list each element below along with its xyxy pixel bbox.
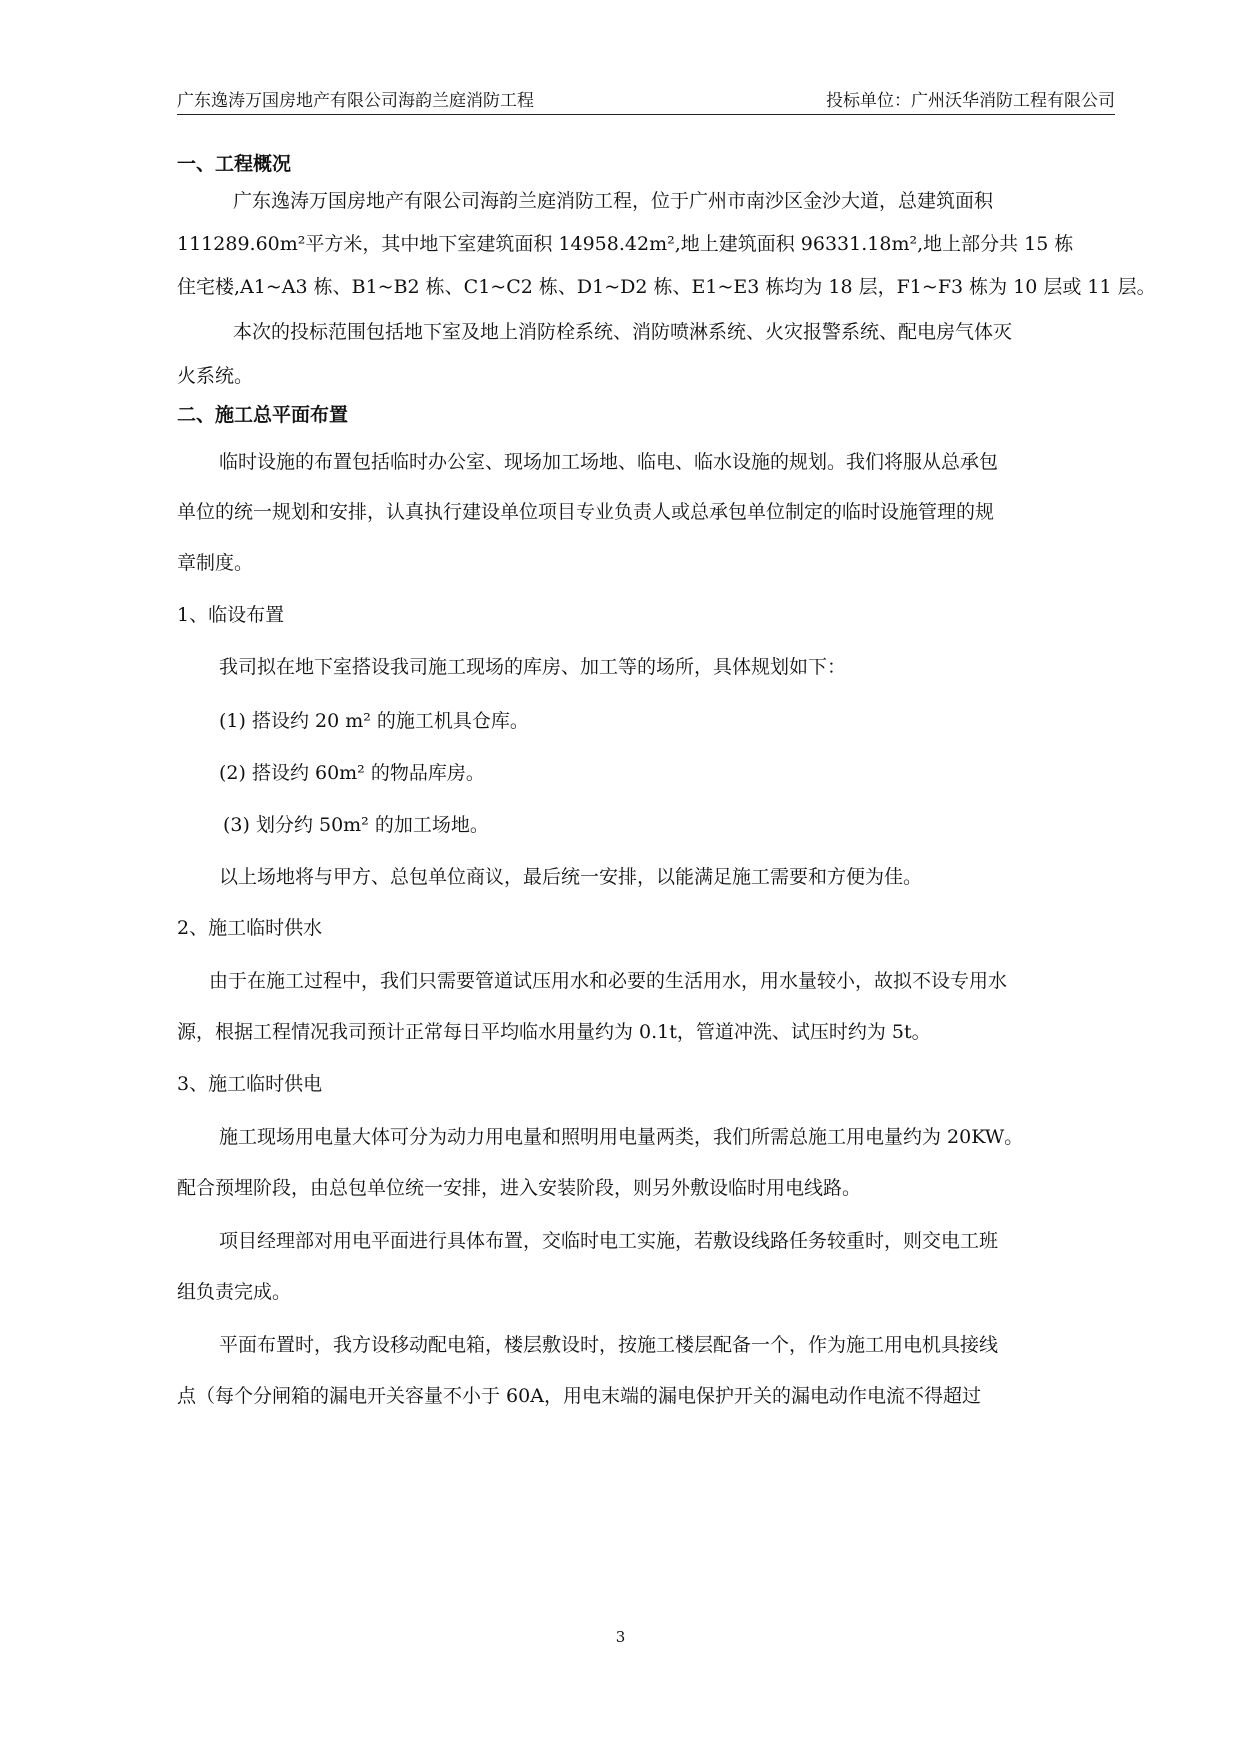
power-paragraph-line: 平面布置时，我方设移动配电箱，楼层敷设时，按施工楼层配备一个，作为施工用电机具接线 [219,1334,999,1356]
page-header [177,88,1115,115]
header-project-name: 广东逸涛万国房地产有限公司海韵兰庭消防工程 [177,91,534,111]
layout-paragraph-line: 章制度。 [177,552,254,574]
layout-paragraph-line: 单位的统一规划和安排，认真执行建设单位项目专业负责人或总承包单位制定的临时设施管理的规 [177,501,995,523]
facility-item-3: (3) 划分约 50m² 的加工场地。 [223,814,489,836]
overview-paragraph-line: 住宅楼,A1~A3 栋、B1~B2 栋、C1~C2 栋、D1~D2 栋、E1~E3 栋均为 18 层，F1~F3 栋为 10 层或 11 层。 [177,276,1156,298]
facilities-conclusion: 以上场地将与甲方、总包单位商议，最后统一安排，以能满足施工需要和方便为佳。 [219,866,923,888]
scope-paragraph-line: 本次的投标范围包括地下室及地上消防栓系统、消防喷淋系统、火灾报警系统、配电房气体灭 [233,321,1013,343]
section-title-overview: 一、工程概况 [177,153,292,175]
power-paragraph-line: 配合预埋阶段，由总包单位统一安排，进入安装阶段，则另外敷设临时用电线路。 [177,1177,862,1199]
scope-paragraph-line: 火系统。 [177,365,254,387]
power-paragraph-line: 组负责完成。 [177,1281,292,1303]
power-paragraph-line: 项目经理部对用电平面进行具体布置，交临时电工实施，若敷设线路任务较重时，则交电工班 [219,1230,999,1252]
power-paragraph-line: 施工现场用电量大体可分为动力用电量和照明用电量两类，我们所需总施工用电量约为 20KW。 [219,1126,1024,1148]
subsection-title-facilities: 1、临设布置 [177,604,285,626]
facility-item-1: (1) 搭设约 20 m² 的施工机具仓库。 [219,710,529,732]
page-number: 3 [615,1628,626,1646]
subsection-title-power: 3、施工临时供电 [177,1073,323,1095]
overview-paragraph-line: 广东逸涛万国房地产有限公司海韵兰庭消防工程，位于广州市南沙区金沙大道，总建筑面积 [233,190,994,212]
header-bidder: 投标单位：广州沃华消防工程有限公司 [826,91,1115,111]
water-paragraph-line: 源，根据工程情况我司预计正常每日平均临水用量约为 0.1t，管道冲洗、试压时约为 5t。 [177,1021,931,1043]
water-paragraph-line: 由于在施工过程中，我们只需要管道试压用水和必要的生活用水，用水量较小，故拟不设专用水 [209,970,1008,992]
section-title-layout: 二、施工总平面布置 [177,404,349,426]
power-paragraph-line: 点（每个分闸箱的漏电开关容量不小于 60A，用电末端的漏电保护开关的漏电动作电流不得超过 [177,1385,981,1407]
layout-paragraph-line: 临时设施的布置包括临时办公室、现场加工场地、临电、临水设施的规划。我们将服从总承包 [219,451,999,473]
subsection-title-water: 2、施工临时供水 [177,917,323,939]
overview-paragraph-line: 111289.60m²平方米，其中地下室建筑面积 14958.42m²,地上建筑面积 96331.18m²,地上部分共 15 栋 [177,233,1074,255]
facility-item-2: (2) 搭设约 60m² 的物品库房。 [219,762,485,784]
facilities-intro: 我司拟在地下室搭设我司施工现场的库房、加工等的场所，具体规划如下： [219,656,847,678]
